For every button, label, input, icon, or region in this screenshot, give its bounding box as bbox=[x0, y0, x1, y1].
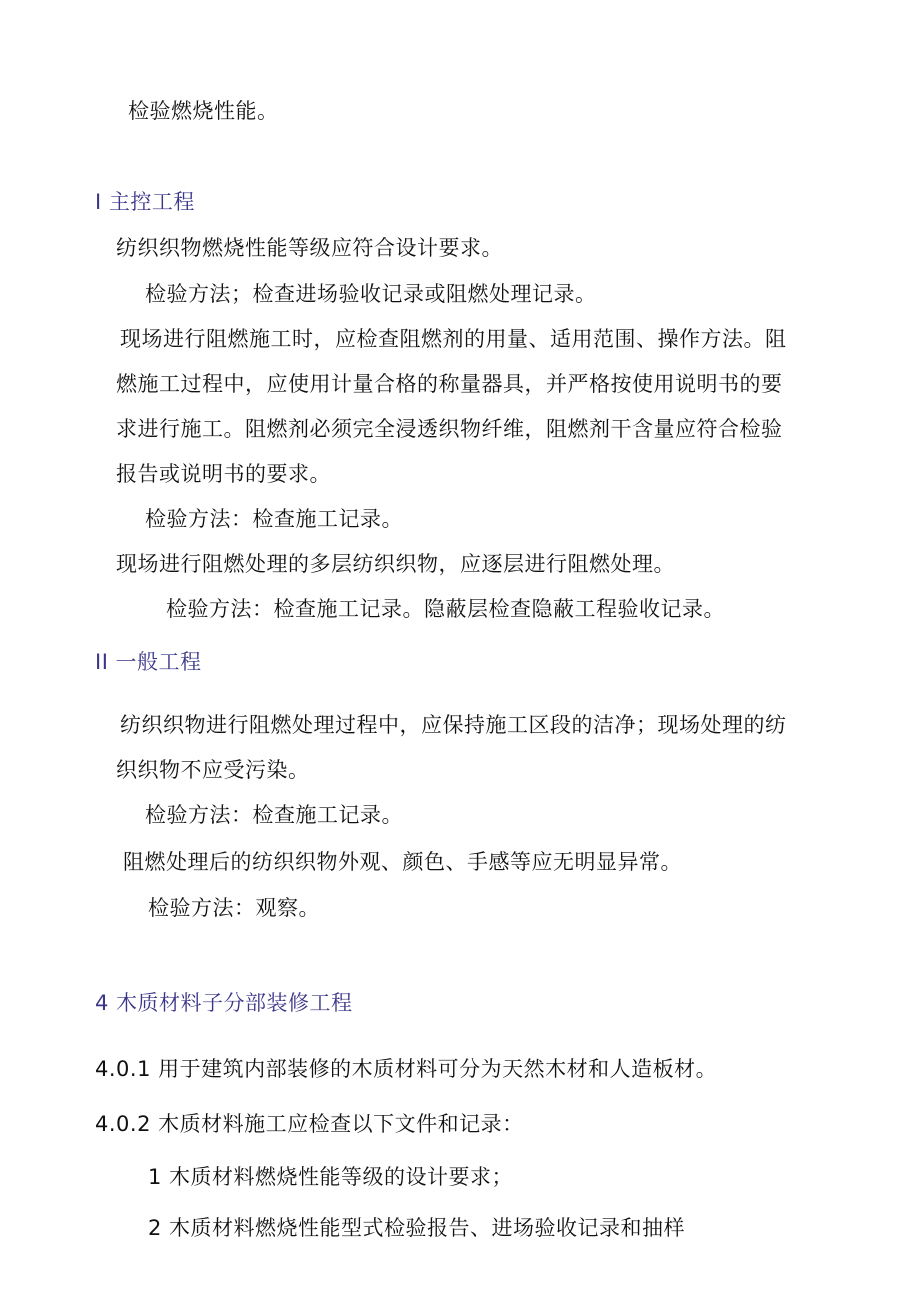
sub-item-2: 2 木质材料燃烧性能型式检验报告、进场验收记录和抽样 bbox=[148, 1216, 686, 1240]
paragraph-line: 燃施工过程中，应使用计量合格的称量器具，并严格按使用说明书的要 bbox=[116, 372, 783, 396]
inspection-method: 检验方法：检查施工记录。 bbox=[145, 803, 403, 827]
sub-item-1: 1 木质材料燃烧性能等级的设计要求； bbox=[148, 1165, 514, 1189]
clause-4-0-1: 4.0.1 用于建筑内部装修的木质材料可分为天然木材和人造板材。 bbox=[95, 1057, 718, 1081]
inspection-method: 检验方法：观察。 bbox=[148, 896, 320, 920]
paragraph-line: 现场进行阻燃施工时，应检查阻燃剂的用量、适用范围、操作方法。阻 bbox=[120, 327, 787, 351]
clause-4-0-2: 4.0.2 木质材料施工应检查以下文件和记录： bbox=[95, 1112, 524, 1136]
inspection-method: 检验方法：检查施工记录。 bbox=[145, 507, 403, 531]
intro-text: 检验燃烧性能。 bbox=[128, 99, 279, 123]
paragraph-line: 织织物不应受污染。 bbox=[116, 758, 310, 782]
section-heading-main-control: I 主控工程 bbox=[95, 190, 195, 214]
inspection-method: 检验方法；检查进场验收记录或阻燃处理记录。 bbox=[145, 282, 597, 306]
paragraph: 纺织织物燃烧性能等级应符合设计要求。 bbox=[116, 236, 503, 260]
paragraph-line: 纺织织物进行阻燃处理过程中，应保持施工区段的洁净；现场处理的纺 bbox=[120, 713, 787, 737]
paragraph-line: 报告或说明书的要求。 bbox=[116, 462, 331, 486]
section-heading-general: II 一般工程 bbox=[95, 650, 202, 674]
paragraph: 阻燃处理后的纺织织物外观、颜色、手感等应无明显异常。 bbox=[123, 850, 682, 874]
section-heading-wood-materials: 4 木质材料子分部装修工程 bbox=[95, 991, 353, 1015]
paragraph-line: 求进行施工。阻燃剂必须完全浸透织物纤维，阻燃剂干含量应符合检验 bbox=[116, 417, 783, 441]
inspection-method: 检验方法：检查施工记录。隐蔽层检查隐蔽工程验收记录。 bbox=[166, 597, 725, 621]
paragraph: 现场进行阻燃处理的多层纺织织物，应逐层进行阻燃处理。 bbox=[116, 552, 675, 576]
